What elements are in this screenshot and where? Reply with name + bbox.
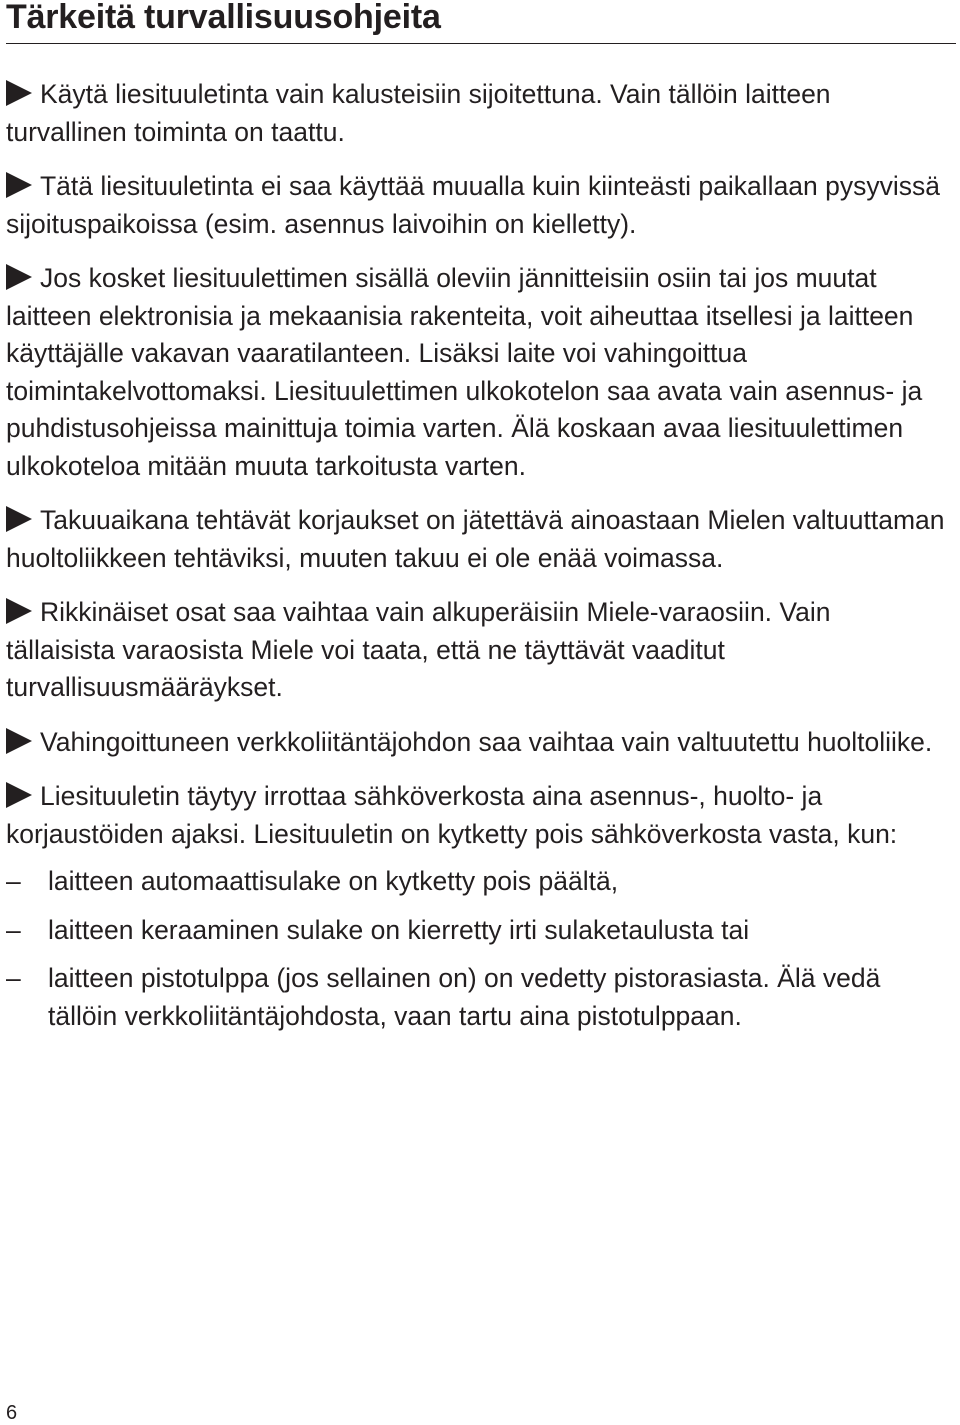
list-item-text: laitteen pistotulppa (jos sellainen on) on vedetty pistorasiasta. Älä vedä tällöin verkkoliitäntäjohdosta, vaan tartu aina pistotulppaan. (48, 963, 881, 1031)
instruction-text: Liesituuletin täytyy irrottaa sähköverkosta aina asennus-, huolto- ja korjaustöiden ajaksi. Liesituuletin on kytketty pois sähköverkosta vasta, kun: (6, 781, 898, 849)
instruction-item (6, 502, 946, 577)
triangle-bullet-icon (6, 172, 32, 198)
triangle-bullet-icon (6, 598, 32, 624)
triangle-bullet-icon (6, 728, 32, 754)
instruction-item (6, 724, 946, 762)
instruction-item (6, 168, 946, 243)
dash-marker: – (6, 963, 21, 993)
dash-marker: – (6, 914, 21, 945)
safety-instructions (6, 76, 946, 1035)
list-item-text: laitteen keraaminen sulake on kierretty irti sulaketaulusta tai (48, 914, 750, 945)
page-number: 6 (6, 1402, 18, 1424)
page-title: Tärkeitä turvallisuusohjeita (6, 0, 441, 36)
instruction-item (6, 778, 946, 853)
instruction-text: Vahingoittuneen verkkoliitäntäjohdon saa vaihtaa vain valtuutettu huoltoliike. (40, 726, 933, 757)
list-item (6, 912, 946, 950)
dash-marker: – (6, 866, 21, 896)
list-item (6, 863, 946, 901)
instruction-text: Käytä liesituuletinta vain kalusteisiin sijoitettuna. Vain tällöin laitteen turvallinen toiminta on taattu. (6, 79, 831, 147)
instruction-item (6, 76, 946, 151)
instruction-item (6, 260, 946, 485)
instruction-text: Jos kosket liesituulettimen sisällä oleviin jännitteisiin osiin tai jos muutat laitteen elektronisia ja mekaanisia rakenteita, voit aiheuttaa itsellesi ja laitteen käyttäjälle vakavan vaaratilanteen. Lisäksi laite voi vahingoittua toimintakelvottomaksi. Liesituulettimen ulkokotelon saa avata vain asennus- ja puhdistusohjeissa mainittuja toimia varten. Älä koskaan avaa liesituulettimen ulkokoteloa mitään muuta tarkoitusta varten. (6, 263, 923, 481)
instruction-text: Takuuaikana tehtävät korjaukset on jätettävä ainoastaan Mielen valtuuttaman huoltoliikkeen tehtäviksi, muuten takuu ei ole enää voimassa. (6, 505, 945, 573)
triangle-bullet-icon (6, 506, 32, 532)
title-divider (6, 43, 956, 44)
disconnect-conditions-list (6, 863, 946, 1035)
triangle-bullet-icon (6, 264, 32, 290)
triangle-bullet-icon (6, 80, 32, 106)
instruction-text: Tätä liesituuletinta ei saa käyttää muualla kuin kiinteästi paikallaan pysyvissä sijoituspaikoissa (esim. asennus laivoihin on kielletty). (6, 171, 941, 239)
triangle-bullet-icon (6, 782, 32, 808)
list-item-text: laitteen automaattisulake on kytketty pois päältä, (48, 866, 619, 896)
instruction-item (6, 594, 946, 707)
instruction-text: Rikkinäiset osat saa vaihtaa vain alkuperäisiin Miele-varaosiin. Vain tällaisista varaosista Miele voi taata, että ne täyttävät vaaditut turvallisuusmääräykset. (6, 597, 831, 702)
list-item (6, 960, 946, 1035)
